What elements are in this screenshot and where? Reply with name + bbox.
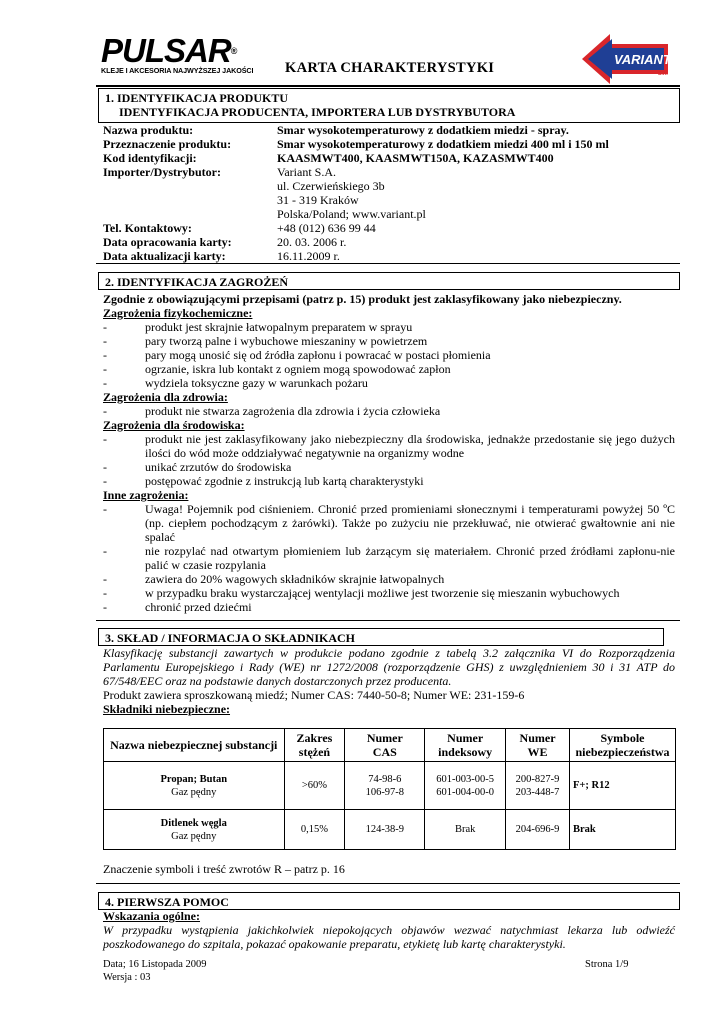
cell-cas: 124-38-9 — [345, 810, 425, 850]
logo-word: PULSAR — [101, 32, 231, 69]
env-title: Zagrożenia dla środowiska: — [103, 418, 245, 432]
physchem-item: - ogrzanie, iskra lub kontakt z ogniem mogą spowodować zapłon — [103, 362, 675, 376]
col-header-symbols: Symbole niebezpieczeństwa — [570, 729, 676, 762]
section-3-bottom-rule — [96, 883, 680, 884]
variant-logo-text: VARIANT — [614, 52, 671, 67]
cell-we: 200-827-9 203-448-7 — [506, 762, 570, 810]
col-header-index: Numer indeksowy — [425, 729, 506, 762]
created-date-value: 20. 03. 2006 r. — [277, 235, 347, 249]
cell-we: 204-696-9 — [506, 810, 570, 850]
cell-substance-name: Propan; Butan Gaz pędny — [104, 762, 285, 810]
table-row — [104, 762, 676, 810]
section-2-intro: Zgodnie z obowiązującymi przepisami (patrz p. 15) produkt jest zaklasyfikowany jako niebezpieczny. — [103, 292, 622, 306]
updated-date-label: Data aktualizacji karty: — [103, 249, 226, 263]
section-2-heading: 2. IDENTYFIKACJA ZAGROŻEŃ — [98, 272, 680, 290]
general-indications-text: W przypadku wystąpienia jakichkolwiek niepokojących objawów wezwać natychmiast lekarza lub odwieźć poszkodowanego do szpitala, pokazać opakowanie preparatu, etykietę lub kartę charakterystyki. — [103, 923, 675, 951]
env-item: - postępować zgodnie z instrukcją lub kartą charakterystyki — [103, 474, 675, 488]
physchem-list — [103, 320, 675, 390]
section-3-heading: 3. SKŁAD / INFORMACJA O SKŁADNIKACH — [98, 628, 664, 646]
health-title: Zagrożenia dla zdrowia: — [103, 390, 228, 404]
physchem-item: - pary mogą unosić się od źródła zapłonu i powracać w postaci płomienia — [103, 348, 675, 362]
document-title: KARTA CHARAKTERYSTYKI — [285, 60, 495, 76]
variant-logo-suffix: S.A. — [658, 71, 668, 77]
classification-note: Klasyfikację substancji zawartych w produkcie podano zgodnie z tabelą 3.2 załącznika VI do Rozporządzenia Parlamentu Europejskiego i Rady (WE) nr 1272/2008 (rozporządzenie GHS) z uwzględnieniem 30 i 31 ATP do 67/548/EEC oraz na podstawie danych dostarczonych przez producenta. — [103, 646, 675, 688]
importer-label: Importer/Dystrybutor: — [103, 165, 221, 179]
symbols-note: Znaczenie symboli i treść zwrotów R – patrz p. 16 — [103, 862, 345, 876]
cell-concentration: >60% — [284, 762, 345, 810]
cell-concentration: 0,15% — [284, 810, 345, 850]
general-indications-title: Wskazania ogólne: — [103, 909, 201, 923]
other-hazard-item: - chronić przed dziećmi — [103, 600, 675, 614]
footer-date: Data; 16 Listopada 2009 — [103, 959, 207, 970]
col-header-we: Numer WE — [506, 729, 570, 762]
table-header-row — [104, 729, 676, 762]
product-name-value: Smar wysokotemperaturowy z dodatkiem miedzi - spray. — [277, 123, 569, 137]
header-divider — [96, 85, 680, 87]
section-2-bottom-rule — [96, 620, 680, 621]
health-item: - produkt nie stwarza zagrożenia dla zdrowia i życia człowieka — [103, 404, 675, 418]
other-hazard-item: - w przypadku braku wystarczającej wentylacji możliwe jest tworzenie się mieszanin wybuchowych — [103, 586, 675, 600]
cell-index: Brak — [425, 810, 506, 850]
product-code-value: KAASMWT400, KAASMWT150A, KAZASMWT400 — [277, 151, 554, 165]
variant-logo — [560, 30, 676, 88]
footer-version: Wersja : 03 — [103, 972, 151, 983]
other-hazards-list — [103, 502, 675, 614]
product-purpose-label: Przeznaczenie produktu: — [103, 137, 232, 151]
physchem-item: - wydziela toksyczne gazy w warunkach pożaru — [103, 376, 675, 390]
footer-page-number: Strona 1/9 — [585, 959, 629, 970]
section-1-heading — [98, 88, 680, 123]
address-country-www: Polska/Poland; www.variant.pl — [277, 207, 426, 221]
physchem-item: - produkt jest skrajnie łatwopalnym preparatem w sprayu — [103, 320, 675, 334]
env-item: - unikać zrzutów do środowiska — [103, 460, 675, 474]
other-hazard-item: - nie rozpylać nad otwartym płomieniem lub żarzącym się materiałem. Chronić przed źródłami zapłonu-nie palić w czasie rozpylania — [103, 544, 675, 572]
updated-date-value: 16.11.2009 r. — [277, 249, 340, 263]
cell-index: 601-003-00-5 601-004-00-0 — [425, 762, 506, 810]
physchem-title: Zagrożenia fizykochemiczne: — [103, 306, 253, 320]
footer-left — [103, 958, 207, 984]
phone-label: Tel. Kontaktowy: — [103, 221, 192, 235]
address-city: 31 - 319 Kraków — [277, 193, 359, 207]
env-item: - produkt nie jest zaklasyfikowany jako niebezpieczny dla środowiska, jednakże przedostanie się jego dużych ilości do wód może oddziaływać negatywnie na organizmy wodne — [103, 432, 675, 460]
address-street: ul. Czerwieńskiego 3b — [277, 179, 385, 193]
section-1-heading-line1: 1. IDENTYFIKACJA PRODUKTU — [105, 91, 289, 105]
product-purpose-value: Smar wysokotemperaturowy z dodatkiem miedzi 400 ml i 150 ml — [277, 137, 609, 151]
logo-tagline: KLEJE I AKCESORIA NAJWYŻSZEJ JAKOŚCI — [101, 66, 254, 75]
table-row — [104, 810, 676, 850]
other-hazards-title: Inne zagrożenia: — [103, 488, 189, 502]
contains-copper-text: Produkt zawiera sproszkowaną miedź; Numer CAS: 7440-50-8; Numer WE: 231-159-6 — [103, 688, 525, 702]
cell-symbols: Brak — [570, 810, 676, 850]
product-code-label: Kod identyfikacji: — [103, 151, 197, 165]
cell-symbols: F+; R12 — [570, 762, 676, 810]
physchem-item: - pary tworzą palne i wybuchowe mieszaniny w powietrzem — [103, 334, 675, 348]
section-4-heading: 4. PIERWSZA POMOC — [98, 892, 680, 910]
hazardous-components-title: Składniki niebezpieczne: — [103, 702, 231, 716]
cell-substance-name: Ditlenek węgla Gaz pędny — [104, 810, 285, 850]
section-1-bottom-rule — [96, 263, 680, 264]
other-hazard-item: - zawiera do 20% wagowych składników skrajnie łatwopalnych — [103, 572, 675, 586]
importer-value: Variant S.A. — [277, 165, 336, 179]
env-list — [103, 432, 675, 488]
col-header-concentration: Zakres stężeń — [284, 729, 345, 762]
col-header-cas: Numer CAS — [345, 729, 425, 762]
phone-value: +48 (012) 636 99 44 — [277, 221, 376, 235]
cell-cas: 74-98-6 106-97-8 — [345, 762, 425, 810]
logo-registered-mark: ® — [230, 46, 237, 56]
created-date-label: Data opracowania karty: — [103, 235, 232, 249]
health-list — [103, 404, 675, 418]
section-1-heading-line2: IDENTYFIKACJA PRODUCENTA, IMPORTERA LUB DYSTRYBUTORA — [119, 105, 516, 119]
pulsar-logo — [101, 32, 261, 76]
other-hazard-item: - Uwaga! Pojemnik pod ciśnieniem. Chronić przed promieniami słonecznymi i temperaturami powyżej 50 ºC (np. ciepłem pochodzącym z żarówki). Także po zużyciu nie przekłuwać, nie otwierać gwałtownie ani nie spalać — [103, 502, 675, 544]
product-name-label: Nazwa produktu: — [103, 123, 194, 137]
components-table — [103, 728, 676, 850]
col-header-name: Nazwa niebezpiecznej substancji — [104, 729, 285, 762]
